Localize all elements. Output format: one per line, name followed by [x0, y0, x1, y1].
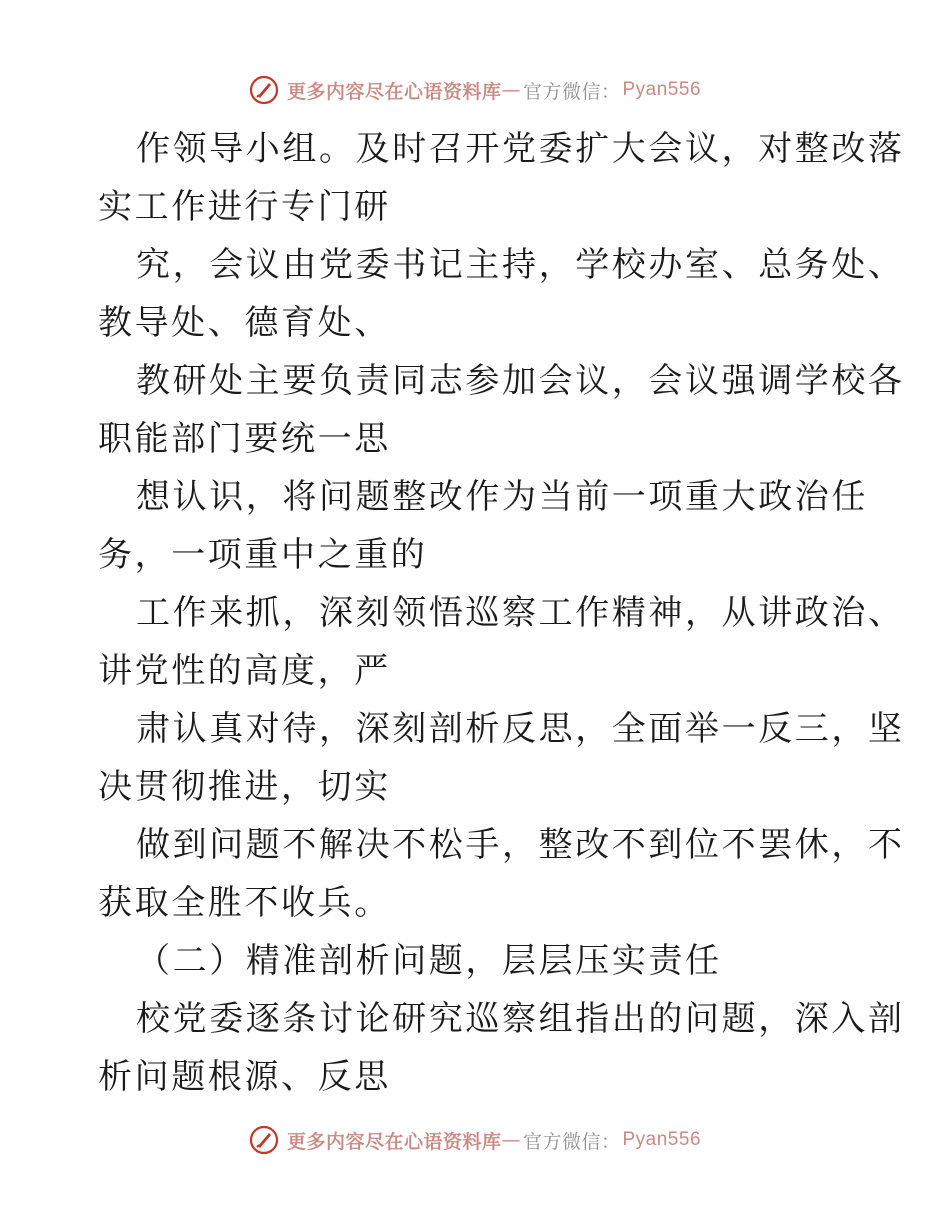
quill-logo-icon [249, 1125, 279, 1155]
paragraph-line: 务，一项重中之重的 [98, 535, 428, 575]
paragraph-line: 析问题根源、反思 [98, 1057, 391, 1097]
footer-watermark [0, 1120, 950, 1160]
paragraph-line: 获取全胜不收兵。 [98, 883, 391, 923]
section-heading [98, 932, 858, 990]
paragraph-line: 肃认真对待，深刻剖析反思，全面举一反三，坚 [136, 709, 905, 749]
paragraph-5 [98, 584, 905, 700]
paragraph-6 [98, 700, 905, 816]
quill-logo-icon [249, 75, 279, 105]
paragraph-8 [98, 990, 905, 1106]
paragraph-line: 工作来抓，深刻领悟巡察工作精神，从讲政治、 [136, 593, 905, 633]
paragraph-7 [98, 816, 905, 932]
paragraph-2 [98, 236, 905, 352]
paragraph-line: 想认识，将问题整改作为当前一项重大政治任 [136, 477, 868, 517]
paragraph-line: 实工作进行专门研 [98, 187, 391, 227]
watermark-wechat-id: Pyan556 [622, 1129, 702, 1150]
watermark-dash: — [501, 79, 521, 101]
watermark-dash: — [501, 1129, 521, 1151]
watermark-wechat-label: 官方微信： [522, 1130, 621, 1153]
paragraph-line: 职能部门要统一思 [98, 419, 391, 459]
paragraph-line: 作领导小组。及时召开党委扩大会议，对整改落 [136, 129, 905, 169]
watermark-wechat-id: Pyan556 [622, 79, 702, 100]
paragraph-line: 做到问题不解决不松手，整改不到位不罢休，不 [136, 825, 905, 865]
paragraph-line: 讲党性的高度，严 [98, 651, 391, 691]
watermark-wechat-label: 官方微信： [522, 80, 621, 103]
paragraph-line: 决贯彻推进，切实 [98, 767, 391, 807]
section-heading-text: （二）精准剖析问题，层层压实责任 [136, 941, 722, 981]
paragraph-1 [98, 120, 905, 236]
paragraph-4 [98, 468, 868, 584]
paragraph-line: 校党委逐条讨论研究巡察组指出的问题，深入剖 [136, 999, 905, 1039]
paragraph-line: 教导处、德育处、 [98, 303, 391, 343]
document-body [98, 120, 905, 1106]
paragraph-line: 教研处主要负责同志参加会议，会议强调学校各 [136, 361, 905, 401]
paragraph-3 [98, 352, 905, 468]
header-watermark [0, 70, 950, 110]
watermark-brand: 更多内容尽在心语资料库 [286, 80, 502, 103]
watermark-brand: 更多内容尽在心语资料库 [286, 1130, 502, 1153]
paragraph-line: 究，会议由党委书记主持，学校办室、总务处、 [136, 245, 905, 285]
